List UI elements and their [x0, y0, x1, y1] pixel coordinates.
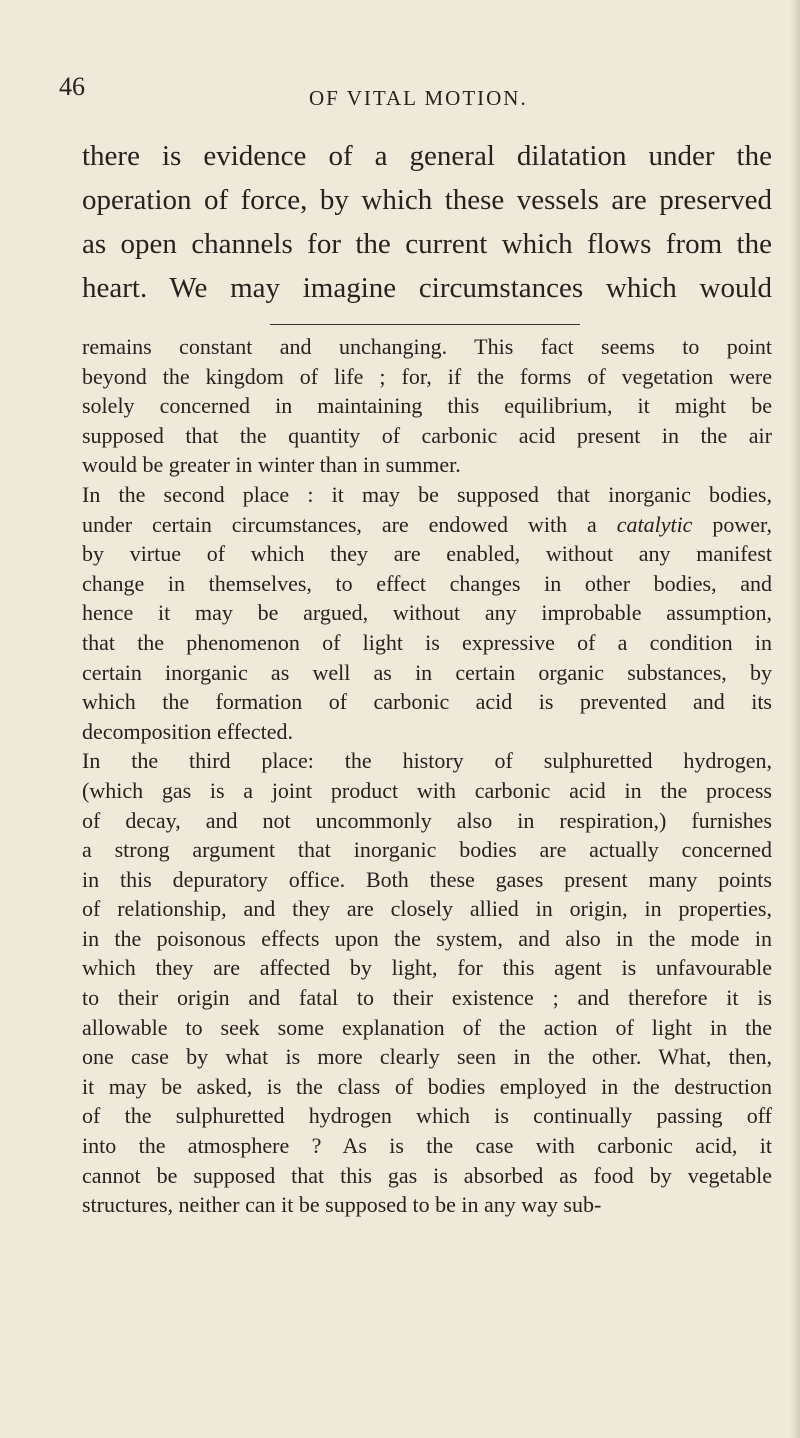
footnote-line: a strong argument that inorganic bodies are actually concerned	[82, 837, 772, 863]
footnote-line: which the formation of carbonic acid is prevented and its	[82, 689, 772, 715]
footnote-line: which they are affected by light, for this agent is unfavourable	[82, 955, 772, 981]
footnote-block	[82, 332, 772, 1220]
footnote-line: remains constant and unchanging. This fact seems to point	[82, 334, 772, 359]
footnote-text-fragment: under certain circumstances, are endowed with a	[82, 511, 617, 537]
footnote-line: supposed that the quantity of carbonic acid present in the air	[82, 422, 772, 448]
footnote-line: In the second place : it may be supposed that inorganic bodies,	[82, 481, 772, 507]
footnote-line: in the poisonous effects upon the system, and also in the mode in	[82, 925, 772, 951]
footnote-line: of decay, and not uncommonly also in respiration,) furnishes	[82, 807, 772, 833]
footnote-line: would be greater in winter than in summer.	[82, 452, 461, 478]
footnote-text-fragment: power,	[692, 511, 772, 537]
footnote-line: of relationship, and they are closely allied in origin, in properties,	[82, 896, 772, 922]
footnote-line: it may be asked, is the class of bodies employed in the destruction	[82, 1073, 772, 1099]
footnote-line	[82, 510, 772, 540]
footnote-line: in this depuratory office. Both these gases present many points	[82, 866, 772, 892]
footnote-line: In the third place: the history of sulphuretted hydrogen,	[82, 748, 772, 774]
footnote-line: one case by what is more clearly seen in the other. What, then,	[82, 1044, 772, 1070]
footnote-line: certain inorganic as well as in certain organic substances, by	[82, 659, 772, 685]
footnote-line: by virtue of which they are enabled, without any manifest	[82, 541, 772, 567]
main-text-line: operation of force, by which these vessels are preserved	[82, 184, 772, 216]
page-edge-shadow	[790, 0, 800, 1438]
footnote-line: beyond the kingdom of life ; for, if the forms of vegetation were	[82, 363, 772, 389]
footnote-line: allowable to seek some explanation of the action of light in the	[82, 1014, 772, 1040]
footnote-line: to their origin and fatal to their existence ; and therefore it is	[82, 985, 772, 1011]
footnote-divider-rule	[270, 324, 580, 325]
footnote-line: hence it may be argued, without any improbable assumption,	[82, 600, 772, 626]
running-title: OF VITAL MOTION.	[309, 86, 528, 110]
footnote-line: into the atmosphere ? As is the case with carbonic acid, it	[82, 1133, 772, 1159]
italic-term: catalytic	[616, 511, 693, 537]
footnote-line: that the phenomenon of light is expressive of a condition in	[82, 629, 772, 655]
main-text-line: there is evidence of a general dilatation under the	[82, 140, 772, 172]
footnote-line: decomposition effected.	[82, 718, 293, 744]
main-text-line: heart. We may imagine circumstances which would	[82, 272, 772, 304]
main-text-block	[82, 134, 772, 310]
footnote-line: cannot be supposed that this gas is absorbed as food by vegetable	[82, 1162, 772, 1188]
footnote-line: structures, neither can it be supposed to be in any way sub-	[82, 1192, 602, 1218]
footnote-line: (which gas is a joint product with carbonic acid in the process	[82, 777, 772, 803]
footnote-line: solely concerned in maintaining this equilibrium, it might be	[82, 393, 772, 419]
main-text-line: as open channels for the current which flows from the	[82, 228, 772, 260]
page-number: 46	[59, 72, 85, 101]
footnote-line: of the sulphuretted hydrogen which is continually passing off	[82, 1103, 772, 1129]
footnote-line: change in themselves, to effect changes in other bodies, and	[82, 570, 772, 596]
